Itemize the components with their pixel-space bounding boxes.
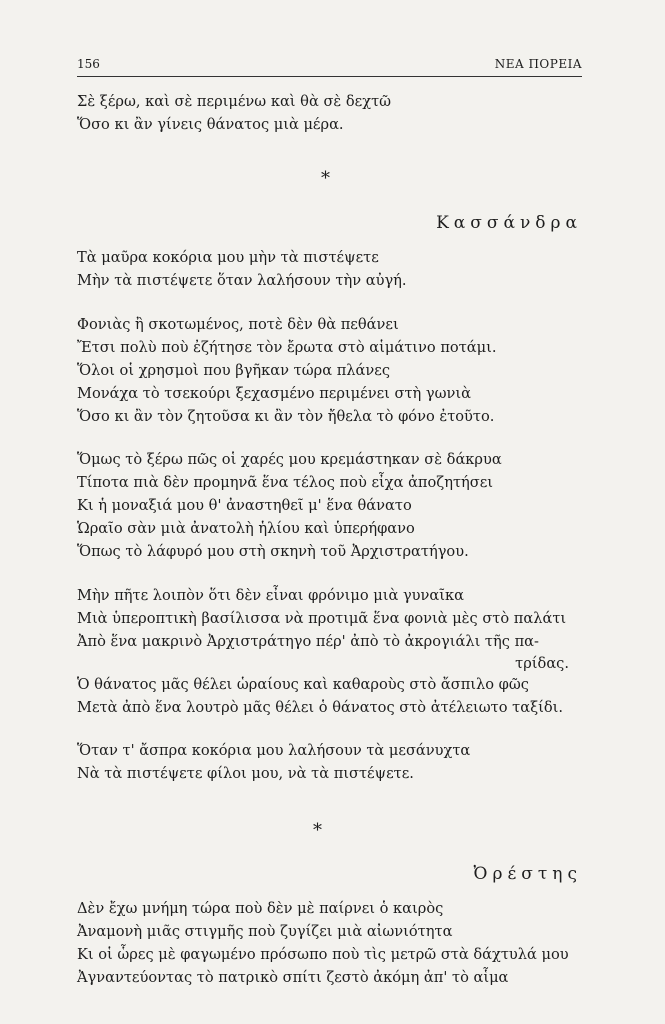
verse-line: Κι οἱ ὧρες μὲ φαγωμένο πρόσωπο ποὺ τὶς μετρῶ στὰ δάχτυλά μου xyxy=(77,946,569,963)
section-separator: * xyxy=(321,168,330,189)
page-number: 156 xyxy=(77,57,100,71)
verse-continuation: τρίδας. xyxy=(515,655,569,672)
verse-line: Τὰ μαῦρα κοκόρια μου μὴν τὰ πιστέψετε xyxy=(77,249,379,266)
verse-line: Ὅλοι οἱ χρησμοὶ που βγῆκαν τώρα πλάνες xyxy=(77,362,390,379)
verse-line: Ὅσο κι ἂν γίνεις θάνατος μιὰ μέρα. xyxy=(77,116,344,133)
verse-line: Ὁ θάνατος μᾶς θέλει ὡραίους καὶ καθαροὺς στὸ ἄσπιλο φῶς xyxy=(77,676,529,693)
verse-line: Ὅταν τ' ἄσπρα κοκόρια μου λαλήσουν τὰ μεσάνυχτα xyxy=(77,742,471,759)
verse-line: Νὰ τὰ πιστέψετε φίλοι μου, νὰ τὰ πιστέψετε. xyxy=(77,765,414,782)
verse-line: Δὲν ἔχω μνήμη τώρα ποὺ δὲν μὲ παίρνει ὁ καιρὸς xyxy=(77,900,444,917)
page-header xyxy=(77,57,582,77)
verse-line: Μετὰ ἀπὸ ἕνα λουτρὸ μᾶς θέλει ὁ θάνατος στὸ ἀτέλειωτο ταξίδι. xyxy=(77,699,563,716)
verse-line: Ὅπως τὸ λάφυρό μου στὴ σκηνὴ τοῦ Ἀρχιστρατήγου. xyxy=(77,543,469,560)
verse-line: Μὴν πῆτε λοιπὸν ὅτι δὲν εἶναι φρόνιμο μιὰ γυναῖκα xyxy=(77,587,464,604)
verse-line: Ἀπὸ ἕνα μακρινὸ Ἀρχιστράτηγο πέρ' ἀπὸ τὸ ἀκρογιάλι τῆς πα- xyxy=(77,633,539,650)
verse-line: Ἔτσι πολὺ ποὺ ἐζήτησε τὸν ἔρωτα στὸ αἱμάτινο ποτάμι. xyxy=(77,339,497,356)
verse-line: Ὅσο κι ἂν τὸν ζητοῦσα κι ἂν τὸν ἤθελα τὸ φόνο ἐτοῦτο. xyxy=(77,408,495,425)
verse-line: Τίποτα πιὰ δὲν προμηνᾶ ἕνα τέλος ποὺ εἶχα ἀποζητήσει xyxy=(77,474,494,491)
verse-line: Ὅμως τὸ ξέρω πῶς οἱ χαρές μου κρεμάστηκαν σὲ δάκρυα xyxy=(77,451,502,468)
verse-line: Φονιὰς ἢ σκοτωμένος, ποτὲ δὲν θὰ πεθάνει xyxy=(77,316,399,333)
verse-line: Σὲ ξέρω, καὶ σὲ περιμένω καὶ θὰ σὲ δεχτῶ xyxy=(77,93,392,110)
verse-line: Ἀγναντεύοντας τὸ πατρικὸ σπίτι ζεστὸ ἀκόμη ἀπ' τὸ αἷμα xyxy=(77,969,509,986)
verse-line: Μὴν τὰ πιστέψετε ὅταν λαλήσουν τὴν αὐγή. xyxy=(77,272,407,289)
verse-line: Ὡραῖο σὰν μιὰ ἀνατολὴ ἡλίου καὶ ὑπερήφανο xyxy=(77,520,415,537)
verse-line: Κι ἡ μοναξιά μου θ' ἀναστηθεῖ μ' ἕνα θάνατο xyxy=(77,497,412,514)
poem-title: Ὀρέστης xyxy=(473,864,582,884)
verse-line: Μονάχα τὸ τσεκούρι ξεχασμένο περιμένει στὴ γωνιὰ xyxy=(77,385,471,402)
running-title: ΝΕΑ ΠΟΡΕΙΑ xyxy=(494,57,582,71)
header-rule xyxy=(77,76,582,77)
section-separator: * xyxy=(313,820,322,841)
poem-title: Κασσάνδρα xyxy=(436,213,582,233)
verse-line: Μιὰ ὑπεροπτικὴ βασίλισσα νὰ προτιμᾶ ἕνα φονιὰ μὲς στὸ παλάτι xyxy=(77,610,567,627)
verse-line: Ἀναμονὴ μιᾶς στιγμῆς ποὺ ζυγίζει μιὰ αἰωνιότητα xyxy=(77,923,453,940)
